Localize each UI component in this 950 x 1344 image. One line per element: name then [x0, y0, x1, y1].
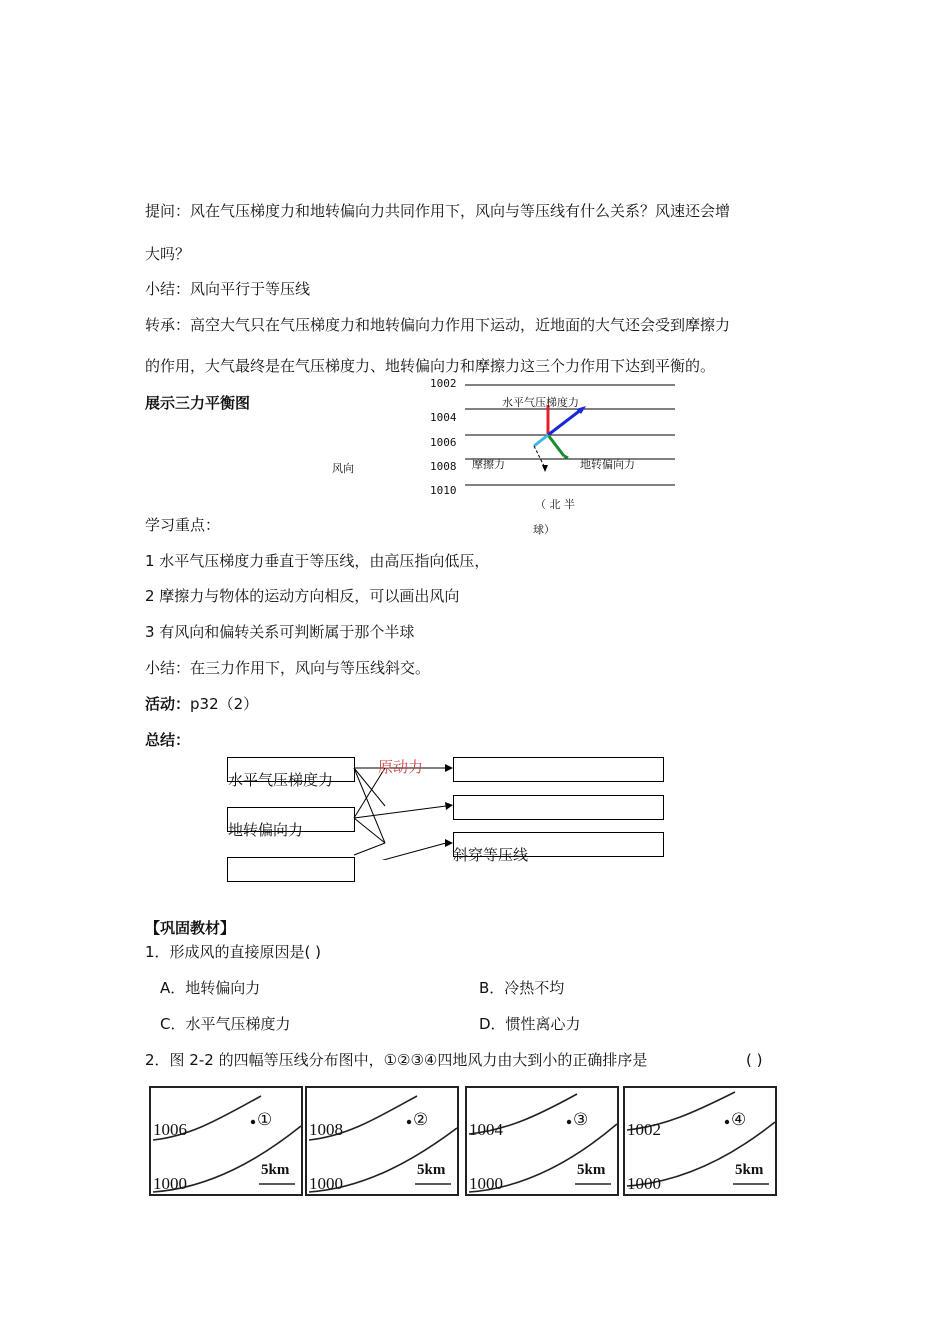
label-friction: 摩擦力 [472, 458, 505, 471]
location-point [251, 1120, 255, 1124]
activity-line [145, 694, 258, 714]
upper-isobar-label: 1006 [153, 1120, 187, 1139]
isobar-label-1002: 1002 [430, 377, 457, 390]
label-coriolis: 地转偏向力 [580, 458, 635, 471]
connector-line [354, 843, 385, 855]
transition-line-2: 的作用，大气最终是在气压梯度力、地转偏向力和摩擦力这三个力作用下达到平衡的。 [145, 357, 716, 375]
q1-stem: 1．形成风的直接原因是( ) [145, 943, 322, 961]
resultant-dashed-line [534, 446, 545, 468]
q2-bracket: ( ) [746, 1051, 763, 1069]
upper-isobar-label: 1004 [469, 1120, 503, 1139]
q2-stem: 2．图 2-2 的四幅等压线分布图中，①②③④四地风力由大到小的正确排序是 [145, 1051, 648, 1069]
scale-label: 5km [577, 1162, 606, 1178]
upper-isobar-label: 1008 [309, 1120, 343, 1139]
question-line-1: 提问：风在气压梯度力和地转偏向力共同作用下，风向与等压线有什么关系？风速还会增 [145, 202, 731, 220]
q1-option-c: C．水平气压梯度力 [160, 1015, 291, 1033]
key-point-2: 2 摩擦力与物体的运动方向相反，可以画出风向 [145, 587, 460, 605]
connector-line [354, 806, 446, 818]
wind-direction-arrow [548, 409, 582, 435]
scale-label: 5km [261, 1162, 290, 1178]
location-point [725, 1120, 729, 1124]
left-box-2-label: 地转偏向力 [228, 821, 304, 839]
force-diagram [420, 377, 690, 545]
left-box-1-label: 水平气压梯度力 [228, 771, 334, 789]
key-point-3: 3 有风向和偏转关系可判断属于那个半球 [145, 623, 415, 641]
summary-parallel: 小结：风向平行于等压线 [145, 280, 311, 298]
connector-line [354, 843, 446, 860]
isobar-label-1010: 1010 [430, 484, 457, 497]
point-label: ① [257, 1110, 273, 1129]
lower-isobar-label: 1000 [469, 1174, 503, 1193]
caption-northern-1: （ 北 半 [535, 498, 575, 511]
q1-option-b: B．冷热不均 [479, 979, 565, 997]
point-label: ③ [573, 1110, 589, 1129]
caption-northern-2: 球） [533, 523, 555, 536]
right-box-1 [453, 757, 664, 782]
isobar-map-panel [465, 1086, 619, 1196]
coriolis-force-arrow [548, 435, 564, 456]
question-line-2: 大吗？ [145, 245, 191, 263]
q1-option-a: A．地转偏向力 [160, 979, 261, 997]
right-box-3-label: 斜穿等压线 [453, 846, 529, 864]
activity-label: 活动： [145, 695, 191, 713]
left-box-3 [227, 857, 355, 882]
conclusion-heading: 总结： [145, 731, 191, 749]
isobar-label-1006: 1006 [430, 436, 457, 449]
activity-text: p32（2） [190, 695, 259, 713]
isobar-label-1008: 1008 [430, 460, 457, 473]
lower-isobar-label: 1000 [309, 1174, 343, 1193]
q1-option-d: D．惯性离心力 [479, 1015, 581, 1033]
scale-label: 5km [735, 1162, 764, 1178]
lower-isobar-label: 1000 [153, 1174, 187, 1193]
lower-isobar-label: 1000 [627, 1174, 661, 1193]
exercise-heading: 【巩固教材】 [145, 919, 236, 937]
right-box-2 [453, 795, 664, 820]
summary-oblique: 小结：在三力作用下，风向与等压线斜交。 [145, 659, 431, 677]
location-point [407, 1120, 411, 1124]
isobar-map-panel [305, 1086, 459, 1196]
label-gradient-force: 水平气压梯度力 [502, 396, 579, 409]
friction-force-arrow [534, 435, 548, 446]
location-point [567, 1120, 571, 1124]
point-label: ④ [731, 1110, 747, 1129]
show-heading: 展示三力平衡图 [145, 394, 251, 412]
transition-line-1: 转承：高空大气只在气压梯度力和地转偏向力作用下运动，近地面的大气还会受到摩擦力 [145, 316, 731, 334]
point-label: ② [413, 1110, 429, 1129]
scale-label: 5km [417, 1162, 446, 1178]
key-points-heading: 学习重点： [145, 516, 221, 534]
label-wind-direction: 风向 [332, 462, 354, 475]
isobar-map-panel [623, 1086, 777, 1196]
connector-line [354, 768, 385, 843]
isobar-map-panel [149, 1086, 303, 1196]
key-point-1: 1 水平气压梯度力垂直于等压线，由高压指向低压， [145, 552, 490, 570]
arrow-label-driving-force: 原动力 [378, 758, 424, 776]
upper-isobar-label: 1002 [627, 1120, 661, 1139]
isobar-label-1004: 1004 [430, 411, 457, 424]
